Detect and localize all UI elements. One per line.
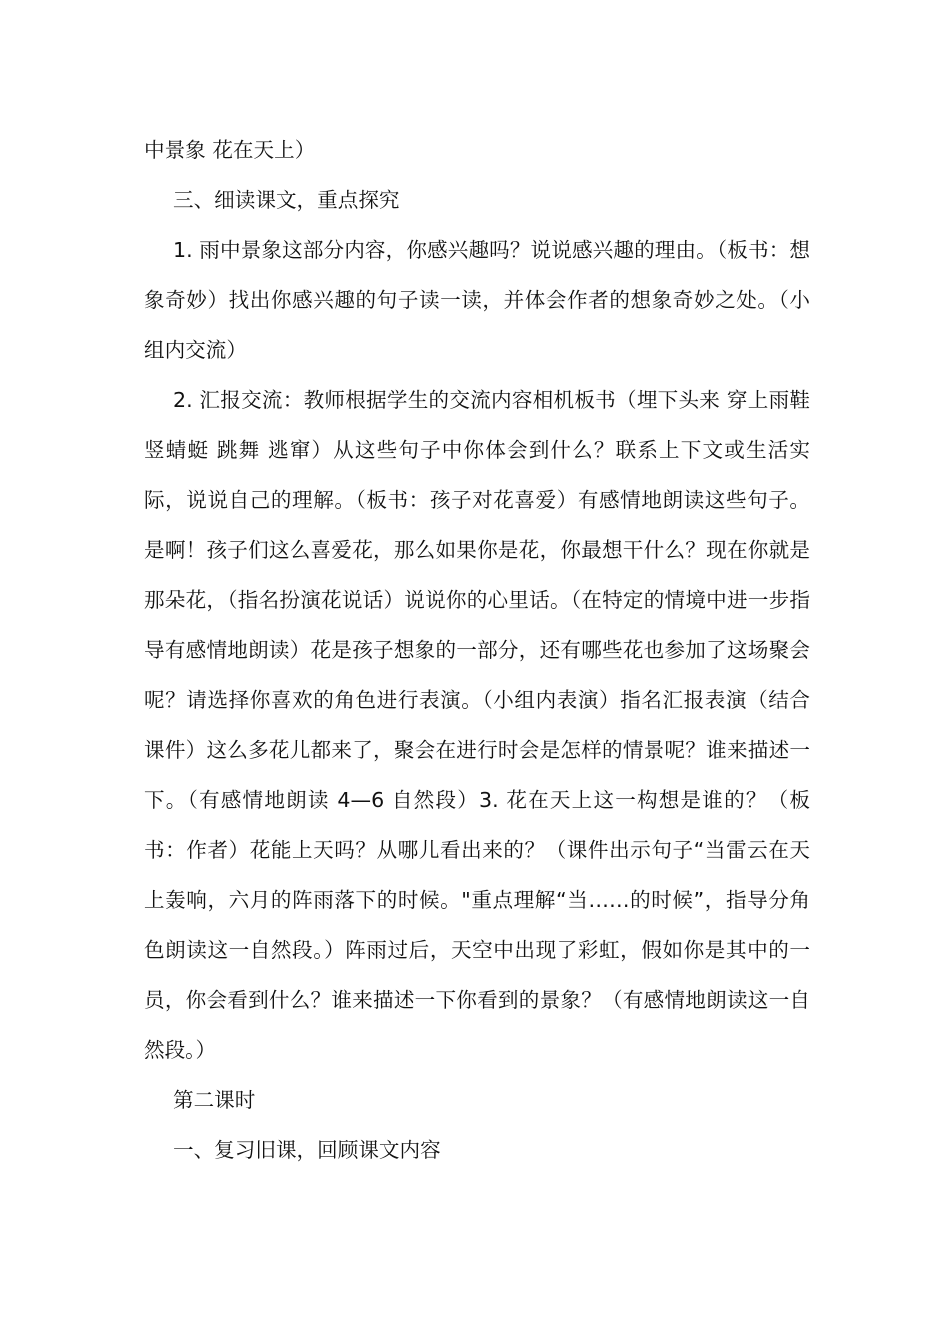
paragraph-step-1: 1. 雨中景象这部分内容，你感兴趣吗？说说感兴趣的理由。（板书：想象奇妙）找出你感兴趣的句子读一读，并体会作者的想象奇妙之处。（小组内交流） [144,238,810,362]
document-body [144,125,810,1175]
section-heading-close-reading: 三、细读课文，重点探究 [173,188,400,212]
paragraph-step-2: 2. 汇报交流：教师根据学生的交流内容相机板书（埋下头来 穿上雨鞋 竖蜻蜓 跳舞 逃窜）从这些句子中你体会到什么？联系上下文或生活实际，说说自己的理解。（板书：孩子对花喜爱）有感情地朗读这些句子。是啊！孩子们这么喜爱花，那么如果你是花，你最想干什么？现在你就是那朵花，（指名扮演花说话）说说你的心里话。（在特定的情境中进一步指导有感情地朗读）花是孩子想象的一部分，还有哪些花也参加了这场聚会呢？请选择你喜欢的角色进行表演。（小组内表演）指名汇报表演（结合课件）这么多花儿都来了，聚会在进行时会是怎样的情景呢？谁来描述一下。（有感情地朗读 4—6 自然段）3. 花在天上这一构想是谁的？（板书：作者）花能上天吗？从哪儿看出来的？（课件出示句子“当雷云在天上轰响，六月的阵雨落下的时候。"重点理解“当……的时候”，指导分角色朗读这一自然段。）阵雨过后，天空中出现了彩虹，假如你是其中的一员，你会看到什么？谁来描述一下你看到的景象？（有感情地朗读这一自然段。） [144,388,810,1062]
section-heading-second-lesson: 第二课时 [173,1088,256,1112]
paragraph-continued-heading: 中景象 花在天上） [144,138,316,162]
section-heading-review: 一、复习旧课，回顾课文内容 [173,1138,441,1162]
